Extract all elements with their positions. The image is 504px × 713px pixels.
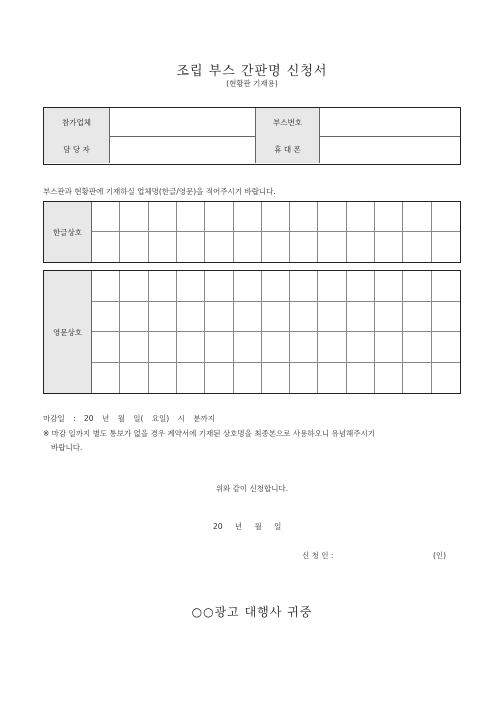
char-cell[interactable] xyxy=(375,363,403,394)
char-cell[interactable] xyxy=(318,302,346,333)
char-cell[interactable] xyxy=(205,363,233,394)
char-cell[interactable] xyxy=(347,232,375,262)
char-cell[interactable] xyxy=(290,271,318,302)
char-cell[interactable] xyxy=(347,202,375,232)
char-cell[interactable] xyxy=(234,232,262,262)
char-cell[interactable] xyxy=(149,202,177,232)
char-cell[interactable] xyxy=(318,202,346,232)
company-label: 참가업체 xyxy=(44,108,110,136)
char-cell[interactable] xyxy=(262,271,290,302)
english-name-label: 영문상호 xyxy=(44,271,92,393)
char-cell[interactable] xyxy=(290,363,318,394)
korean-name-cells[interactable] xyxy=(92,202,460,262)
company-field[interactable] xyxy=(110,108,256,136)
korean-name-grid xyxy=(43,201,461,263)
char-cell[interactable] xyxy=(403,332,431,363)
char-cell[interactable] xyxy=(347,363,375,394)
char-cell[interactable] xyxy=(290,332,318,363)
char-cell[interactable] xyxy=(205,332,233,363)
char-cell[interactable] xyxy=(403,302,431,333)
char-cell[interactable] xyxy=(177,332,205,363)
char-cell[interactable] xyxy=(432,202,460,232)
char-cell[interactable] xyxy=(262,363,290,394)
korean-name-label: 한글상호 xyxy=(44,202,92,262)
char-cell[interactable] xyxy=(262,232,290,262)
char-cell[interactable] xyxy=(375,302,403,333)
char-cell[interactable] xyxy=(262,302,290,333)
deadline-text: 마감일 : 20 년 월 일( 요일) 시 분까지 xyxy=(43,414,215,423)
char-cell[interactable] xyxy=(262,202,290,232)
char-cell[interactable] xyxy=(234,332,262,363)
char-cell[interactable] xyxy=(432,363,460,394)
char-cell[interactable] xyxy=(290,202,318,232)
char-cell[interactable] xyxy=(92,363,120,394)
char-cell[interactable] xyxy=(318,332,346,363)
recipient-footer: ○○광고 대행사 귀중 xyxy=(191,605,313,619)
char-cell[interactable] xyxy=(92,271,120,302)
char-cell[interactable] xyxy=(318,232,346,262)
char-cell[interactable] xyxy=(318,271,346,302)
char-cell[interactable] xyxy=(432,232,460,262)
char-cell[interactable] xyxy=(120,363,148,394)
info-row-contact xyxy=(44,136,460,163)
char-cell[interactable] xyxy=(432,271,460,302)
char-cell[interactable] xyxy=(205,302,233,333)
char-cell[interactable] xyxy=(403,363,431,394)
char-cell[interactable] xyxy=(318,363,346,394)
char-cell[interactable] xyxy=(149,363,177,394)
char-cell[interactable] xyxy=(149,271,177,302)
char-cell[interactable] xyxy=(120,202,148,232)
char-cell[interactable] xyxy=(375,202,403,232)
char-cell[interactable] xyxy=(290,232,318,262)
char-cell[interactable] xyxy=(149,302,177,333)
char-cell[interactable] xyxy=(177,271,205,302)
char-cell[interactable] xyxy=(375,232,403,262)
char-cell[interactable] xyxy=(347,271,375,302)
char-cell[interactable] xyxy=(403,271,431,302)
char-cell[interactable] xyxy=(262,332,290,363)
form-subtitle: (현황판 기재용) xyxy=(226,79,278,88)
char-cell[interactable] xyxy=(347,332,375,363)
char-cell[interactable] xyxy=(432,302,460,333)
char-cell[interactable] xyxy=(92,232,120,262)
char-cell[interactable] xyxy=(120,332,148,363)
char-cell[interactable] xyxy=(177,202,205,232)
char-cell[interactable] xyxy=(92,202,120,232)
phone-label: 휴 대 폰 xyxy=(256,136,320,163)
applicant-label: 신 청 인 : xyxy=(302,551,334,560)
instruction-text: 부스판과 현황판에 기재하실 업체명(한글/영문)을 적어주시기 바랍니다. xyxy=(43,187,276,196)
booth-number-field[interactable] xyxy=(320,108,459,136)
english-name-cells[interactable] xyxy=(92,271,460,393)
char-cell[interactable] xyxy=(234,202,262,232)
char-cell[interactable] xyxy=(290,302,318,333)
booth-number-label: 부스번호 xyxy=(256,108,320,136)
char-cell[interactable] xyxy=(177,363,205,394)
apply-statement: 위와 같이 신청합니다. xyxy=(215,484,289,493)
char-cell[interactable] xyxy=(375,332,403,363)
contact-label: 담 당 자 xyxy=(44,136,110,163)
char-cell[interactable] xyxy=(205,271,233,302)
contact-field[interactable] xyxy=(110,136,256,163)
char-cell[interactable] xyxy=(403,232,431,262)
char-cell[interactable] xyxy=(234,302,262,333)
notice-text xyxy=(43,427,463,455)
char-cell[interactable] xyxy=(234,363,262,394)
char-cell[interactable] xyxy=(120,302,148,333)
char-cell[interactable] xyxy=(205,202,233,232)
form-title: 조립 부스 간판명 신청서 xyxy=(176,64,328,79)
char-cell[interactable] xyxy=(120,271,148,302)
char-cell[interactable] xyxy=(149,232,177,262)
char-cell[interactable] xyxy=(347,302,375,333)
char-cell[interactable] xyxy=(205,232,233,262)
info-table xyxy=(43,107,461,165)
char-cell[interactable] xyxy=(92,302,120,333)
char-cell[interactable] xyxy=(120,232,148,262)
char-cell[interactable] xyxy=(403,202,431,232)
notice-line-2: 바랍니다. xyxy=(51,443,83,452)
char-cell[interactable] xyxy=(375,271,403,302)
char-cell[interactable] xyxy=(92,332,120,363)
phone-field[interactable] xyxy=(320,136,459,163)
char-cell[interactable] xyxy=(432,332,460,363)
char-cell[interactable] xyxy=(177,302,205,333)
notice-line-1: ※ 마감 일까지 별도 통보가 없을 경우 계약서에 기재된 상호명을 최종본으로 사용하오니 유념해주시기 xyxy=(43,429,375,438)
seal-mark: (인) xyxy=(433,551,447,560)
info-row-company xyxy=(44,108,460,137)
char-cell[interactable] xyxy=(149,332,177,363)
english-name-grid xyxy=(43,270,461,394)
char-cell[interactable] xyxy=(177,232,205,262)
char-cell[interactable] xyxy=(234,271,262,302)
application-date: 20 년 월 일 xyxy=(213,522,282,531)
